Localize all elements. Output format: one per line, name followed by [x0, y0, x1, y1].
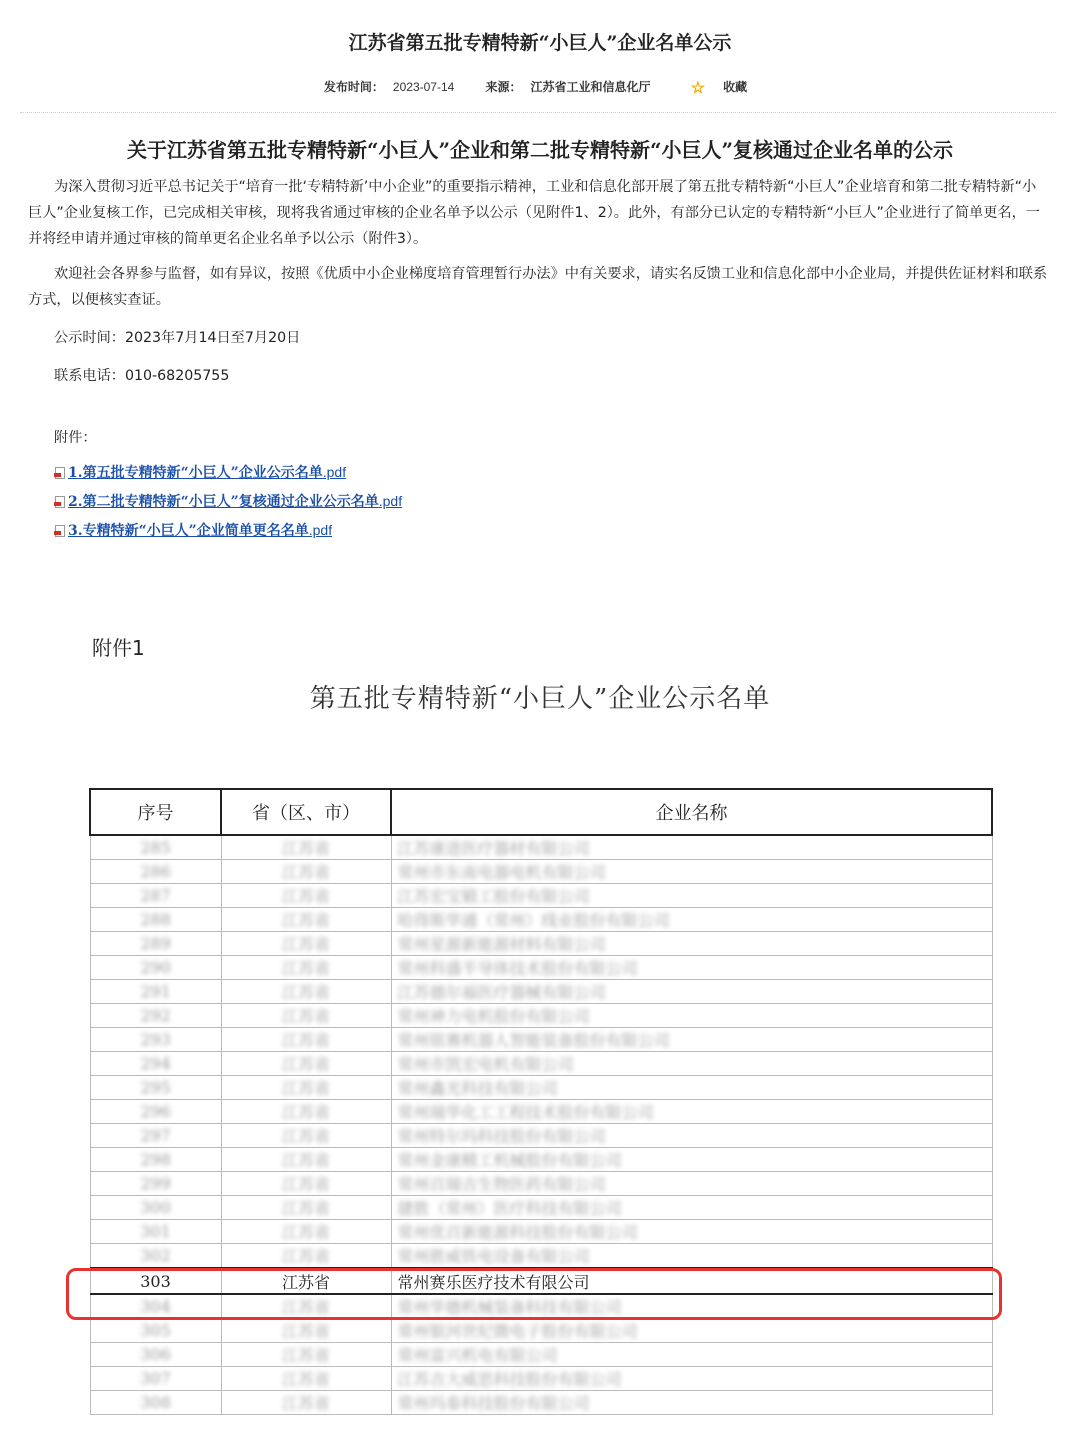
row-number: 285: [90, 835, 221, 860]
row-province: 江苏省: [221, 1028, 391, 1052]
row-province: 江苏省: [221, 835, 391, 860]
table-row: [90, 1052, 992, 1076]
table-row: [90, 1100, 992, 1124]
row-number: 300: [90, 1196, 221, 1220]
table-row: [90, 835, 992, 860]
row-number: 287: [90, 884, 221, 908]
table-row: [90, 1294, 992, 1319]
row-number: 295: [90, 1076, 221, 1100]
row-company-name: 常州胜威铁电设备有限公司: [391, 1244, 992, 1269]
pdf-file-icon: [54, 525, 65, 537]
row-company-name: 常州银河世纪微电子股份有限公司: [391, 1319, 992, 1343]
row-province: 江苏省: [221, 1391, 391, 1415]
attachments-label: 附件：: [54, 430, 97, 446]
table-row: [90, 908, 992, 932]
row-province: 江苏省: [221, 1052, 391, 1076]
row-company-name: 常州金康精工机械股份有限公司: [391, 1148, 992, 1172]
row-province: 江苏省: [221, 1076, 391, 1100]
attachment-link-2[interactable]: 2.第二批专精特新“小巨人”复核通过企业公示名单.pdf: [54, 491, 402, 511]
table-row: [90, 1004, 992, 1028]
row-number: 292: [90, 1004, 221, 1028]
table-row: [90, 1124, 992, 1148]
contact-phone: 联系电话：010-68205755: [54, 368, 230, 384]
row-number: 290: [90, 956, 221, 980]
row-province: 江苏省: [221, 1319, 391, 1343]
row-company-name: 常州科盛半导体技术股份有限公司: [391, 956, 992, 980]
row-province: 江苏省: [221, 1367, 391, 1391]
row-number: 305: [90, 1319, 221, 1343]
row-province: 江苏省: [221, 1294, 391, 1319]
company-table: [89, 788, 993, 1415]
row-province: 江苏省: [221, 980, 391, 1004]
row-company-name: 江苏德尔福医疗器械有限公司: [391, 980, 992, 1004]
table-row: [90, 1391, 992, 1415]
attachment-link-1[interactable]: 1.第五批专精特新“小巨人”企业公示名单.pdf: [54, 462, 346, 482]
table-row: [90, 980, 992, 1004]
row-number: 303: [90, 1268, 221, 1294]
row-province: 江苏省: [221, 1124, 391, 1148]
row-number: 286: [90, 860, 221, 884]
row-company-name: 常州鑫光科技有限公司: [391, 1076, 992, 1100]
row-number: 301: [90, 1220, 221, 1244]
column-header: 省（区、市）: [221, 789, 391, 835]
article-meta: [0, 78, 1080, 97]
row-province: 江苏省: [221, 1268, 391, 1294]
table-row: [90, 1172, 992, 1196]
row-province: 江苏省: [221, 932, 391, 956]
document-title: 第五批专精特新“小巨人”企业公示名单: [309, 684, 771, 714]
row-province: 江苏省: [221, 1196, 391, 1220]
table-row: [90, 1028, 992, 1052]
notice-paragraph-2: 欢迎社会各界参与监督，如有异议，按照《优质中小企业梯度培育管理暂行办法》中有关要求，请实名反馈工业和信息化部中小企业局，并提供佐证材料和联系方式，以便核实查证。: [28, 266, 1048, 308]
source-info: 来源： 江苏省工业和信息化厅: [485, 80, 651, 94]
row-number: 293: [90, 1028, 221, 1052]
table-row: [90, 932, 992, 956]
row-number: 297: [90, 1124, 221, 1148]
page-title: 江苏省第五批专精特新“小巨人”企业名单公示: [348, 32, 732, 54]
row-province: 江苏省: [221, 1343, 391, 1367]
row-number: 304: [90, 1294, 221, 1319]
table-row: [90, 1220, 992, 1244]
table-row: [90, 956, 992, 980]
row-number: 296: [90, 1100, 221, 1124]
publish-info: 发布时间： 2023-07-14: [323, 80, 455, 94]
row-company-name: 江苏康进医疗器材有限公司: [391, 835, 992, 860]
notice-paragraph-1: 为深入贯彻习近平总书记关于“培育一批‘专精特新’中小企业”的重要指示精神，工业和信息化部开展了第五批专精特新“小巨人”企业培育和第二批专精特新“小巨人”企业复核工作，已完成相关审核，现将我省通过审核的企业名单予以公示（见附件1、2）。此外，有部分已认定的专精特新“小巨人”企业进行了简单更名，一并将经申请并通过审核的简单更名企业名单予以公示（附件3）。: [28, 179, 1040, 247]
row-province: 江苏省: [221, 908, 391, 932]
row-number: 299: [90, 1172, 221, 1196]
row-company-name: 常州铭赛机器人智能装备股份有限公司: [391, 1028, 992, 1052]
row-number: 291: [90, 980, 221, 1004]
row-company-name: 常州华德机械装备科技有限公司: [391, 1294, 992, 1319]
row-company-name: 捷胜（常州）医疗科技有限公司: [391, 1196, 992, 1220]
row-company-name: 常州百瑞吉生物医药有限公司: [391, 1172, 992, 1196]
row-company-name: 哈得斯华通（常州）线业股份有限公司: [391, 908, 992, 932]
pdf-file-icon: [54, 496, 65, 508]
attachment-link-3[interactable]: 3.专精特新“小巨人”企业简单更名名单.pdf: [54, 520, 332, 540]
pdf-file-icon: [54, 467, 65, 479]
row-company-name: 常州市东南电器电机有限公司: [391, 860, 992, 884]
divider: [20, 112, 1056, 113]
table-row: [90, 1367, 992, 1391]
row-number: 298: [90, 1148, 221, 1172]
row-company-name: 常州玛泰科技股份有限公司: [391, 1391, 992, 1415]
row-company-name: 常州特尔玛科技股份有限公司: [391, 1124, 992, 1148]
row-company-name: 常州神力电机股份有限公司: [391, 1004, 992, 1028]
star-icon: ☆: [690, 78, 706, 97]
table-row: [90, 1343, 992, 1367]
publish-date: 2023-07-14: [392, 80, 455, 94]
row-number: 288: [90, 908, 221, 932]
table-header: [90, 789, 992, 835]
row-province: 江苏省: [221, 860, 391, 884]
row-company-name: 常州赛乐医疗技术有限公司: [391, 1268, 992, 1294]
table-row: [90, 1196, 992, 1220]
column-header: 序号: [90, 789, 221, 835]
table-row: [90, 1244, 992, 1269]
table-row: [90, 1148, 992, 1172]
row-number: 306: [90, 1343, 221, 1367]
row-province: 江苏省: [221, 1004, 391, 1028]
notice-period: 公示时间：2023年7月14日至7月20日: [54, 330, 301, 346]
row-company-name: 常州瑞华化工工程技术股份有限公司: [391, 1100, 992, 1124]
row-number: 294: [90, 1052, 221, 1076]
row-number: 308: [90, 1391, 221, 1415]
column-header: 企业名称: [391, 789, 992, 835]
table-row: [90, 1319, 992, 1343]
row-company-name: 江苏吉大威思科技股份有限公司: [391, 1367, 992, 1391]
table-row: [90, 860, 992, 884]
row-company-name: 常州优百新能源科技股份有限公司: [391, 1220, 992, 1244]
row-province: 江苏省: [221, 956, 391, 980]
row-company-name: 常州市凯宏电机有限公司: [391, 1052, 992, 1076]
row-province: 江苏省: [221, 1148, 391, 1172]
attachment-heading: 附件1: [92, 636, 145, 660]
row-number: 307: [90, 1367, 221, 1391]
row-province: 江苏省: [221, 884, 391, 908]
row-company-name: 江苏宏宝锻工股份有限公司: [391, 884, 992, 908]
row-number: 302: [90, 1244, 221, 1269]
row-number: 289: [90, 932, 221, 956]
notice-title: 关于江苏省第五批专精特新“小巨人”企业和第二批专精特新“小巨人”复核通过企业名单的公示: [126, 138, 953, 162]
table-row: [90, 884, 992, 908]
row-province: 江苏省: [221, 1100, 391, 1124]
row-province: 江苏省: [221, 1172, 391, 1196]
source-name: 江苏省工业和信息化厅: [530, 80, 651, 94]
favorite-button[interactable]: ☆ 收藏: [690, 78, 748, 97]
row-company-name: 常州星源新能源材料有限公司: [391, 932, 992, 956]
row-province: 江苏省: [221, 1244, 391, 1269]
row-province: 江苏省: [221, 1220, 391, 1244]
table-row: [90, 1076, 992, 1100]
row-company-name: 常州富兴机电有限公司: [391, 1343, 992, 1367]
table-row: [90, 1268, 992, 1294]
